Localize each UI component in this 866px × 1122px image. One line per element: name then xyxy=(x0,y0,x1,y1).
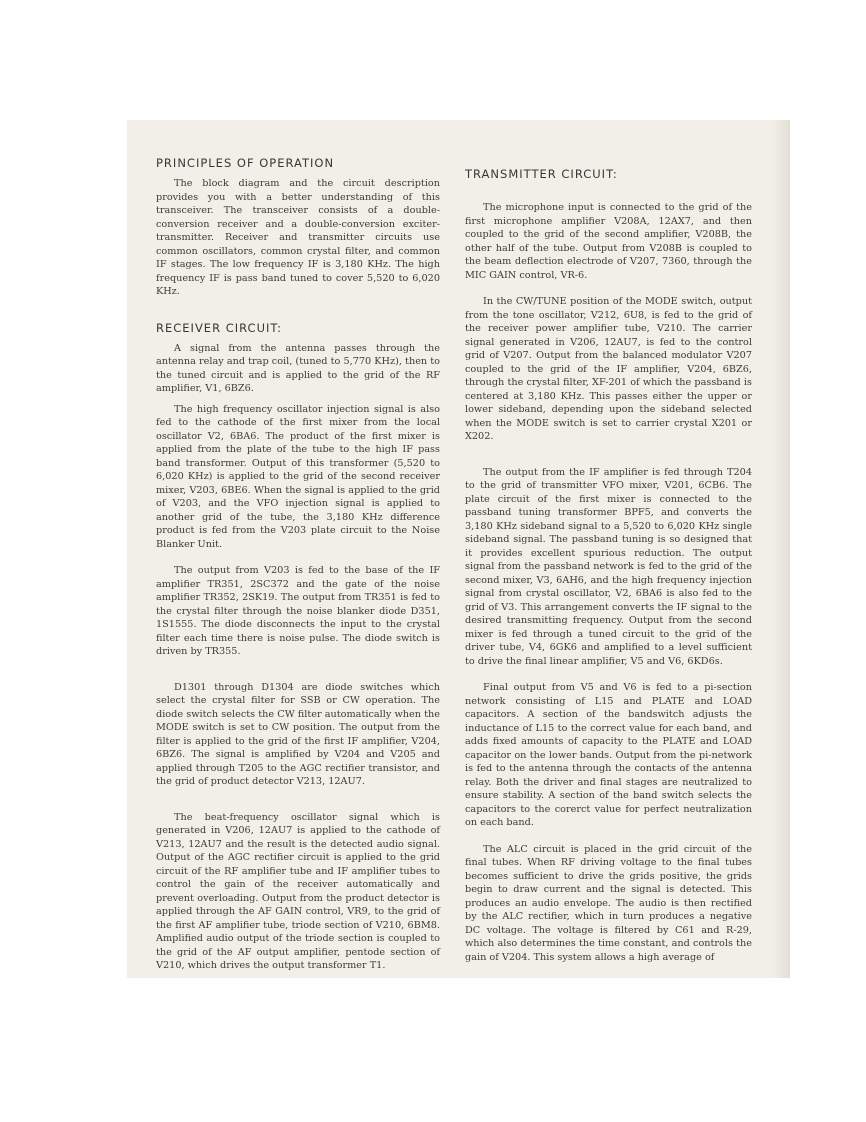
paragraph-transmitter-final-output: Final output from V5 and V6 is fed to a pi-section network consisting of L15 and PLATE and LOAD capacitors. A section of the bandswitch adjusts the inductance of L15 to the correct value for each band, and adds fixed amounts of capacity to the PLATE and LOAD capacitor on the lower bands. Output from the pi-network is fed to the antenna through the contacts of the antenna relay. Both the driver and final stages are neutralized to ensure stability. A section of the band switch selects the capacitors to the corerct value for perfect neutralization on each band. xyxy=(465,682,752,828)
paragraph-transmitter-cw-tune: In the CW/TUNE position of the MODE switch, output from the tone oscillator, V212, 6U8, is fed to the grid of the receiver power amplifier tube, V210. The carrier signal generated in V206, 12AU7, is fed to the control grid of V207. Output from the balanced modulator V207 coupled to the grid of the IF amplifier, V204, 6BZ6, through the crystal filter, XF-201 of which the passband is centered at 3,180 KHz. This passes either the upper or lower sideband, depending upon the sideband selected when the MODE switch is set to carrier crystal X201 or X202. xyxy=(465,296,752,442)
paragraph-transmitter-if-mixer: The output from the IF amplifier is fed through T204 to the grid of transmitter VFO mixer, V201, 6CB6. The plate circuit of the first mixer is connected to the passband tuning transformer BPF5, and converts the 3,180 KHz sideband signal to a 5,520 to 6,020 KHz single sideband signal. The passband tuning is so designed that it provides excellent spurious reduction. The output signal from the passband network is fed to the grid of the second mixer, V3, 6AH6, and the high frequency injection signal from crystal oscillator, V2, 6BA6 is also fed to the grid of V3. This arrangement converts the IF signal to the desired transmitting frequency. Output from the second mixer is fed through a tuned circuit to the grid of the driver tube, V4, 6GK6 and amplified to a level sufficient to drive the final linear amplifier, V5 and V6, 6KD6s. xyxy=(465,466,752,667)
paragraph-receiver-bfo: The beat-frequency oscillator signal which is generated in V206, 12AU7 is applied to the cathode of V213, 12AU7 and the result is the detected audio signal. Output of the AGC rectifier circuit is applied to the grid circuit of the RF amplifier tube and IF amplifier tubes to control the gain of the receiver automatically and prevent overloading. Output from the product detector is applied through the AF GAIN control, VR9, to the grid of the first AF amplifier tube, triode section of V210, 6BM8. Amplified audio output of the triode section is coupled to the grid of the AF output amplifier, pentode section of V210, which drives the output transformer T1. xyxy=(156,811,440,971)
paragraph-transmitter-microphone: The microphone input is connected to the grid of the first microphone amplifier V208A, 12AX7, and then coupled to the grid of the second amplifier, V208B, the other half of the tube. Output from V208B is coupled to the beam deflection electrode of V207, 7360, through the MIC GAIN control, VR-6. xyxy=(465,202,752,281)
paragraph-receiver-diode-switches: D1301 through D1304 are diode switches which select the crystal filter for SSB or CW operation. The diode switch selects the CW filter automatically when the MODE switch is set to CW position. The output from the filter is applied to the grid of the first IF amplifier, V204, 6BZ6. The signal is amplified by V204 and V205 and applied through T205 to the AGC rectifier transistor, and the grid of product detector V213, 12AU7. xyxy=(156,681,440,787)
paragraph-transmitter-alc: The ALC circuit is placed in the grid circuit of the final tubes. When RF driving voltage to the final tubes becomes sufficient to drive the grids positive, the grids begin to draw current and the signal is detected. This produces an audio envelope. The audio is then rectified by the ALC rectifier, which in turn produces a negative DC voltage. The voltage is filtered by C61 and R-29, which also determines the time constant, and controls the gain of V204. This system allows a high average of xyxy=(465,843,752,963)
page-edge-shadow xyxy=(772,120,790,978)
right-column xyxy=(465,167,752,964)
heading-receiver-circuit: RECEIVER CIRCUIT: xyxy=(156,320,283,335)
left-column xyxy=(156,156,440,973)
paragraph-receiver-noise-blanker: The output from V203 is fed to the base of the IF amplifier TR351, 2SC372 and the gate of the noise amplifier TR352, 2SK19. The output from TR351 is fed to the crystal filter through the noise blanker diode D351, 1S1555. The diode disconnects the input to the crystal filter each time there is noise pulse. The diode switch is driven by TR355. xyxy=(156,565,440,657)
paragraph-receiver-oscillator: The high frequency oscillator injection signal is also fed to the cathode of the first mixer from the local oscillator V2, 6BA6. The product of the first mixer is applied from the plate of the tube to the high IF pass band transformer. Output of this transformer (5,520 to 6,020 KHz) is applied to the grid of the second receiver mixer, V203, 6BE6. When the signal is applied to the grid of V203, and the VFO injection signal is applied to another grid of the tube, the 3,180 KHz difference product is fed from the V203 plate circuit to the Noise Blanker Unit. xyxy=(156,403,440,550)
heading-principles-of-operation: PRINCIPLES OF OPERATION xyxy=(156,156,335,170)
paragraph-principles: The block diagram and the circuit description provides you with a better understanding of this transceiver. The transceiver consists of a double-conversion receiver and a double-conversion exciter-transmitter. Receiver and transmitter circuits use common oscillators, common crystal filter, and common IF stages. The low frequency IF is 3,180 KHz. The high frequency IF is pass band tuned to cover 5,520 to 6,020 KHz. xyxy=(156,178,440,297)
heading-transmitter-circuit: TRANSMITTER CIRCUIT: xyxy=(465,167,618,181)
paragraph-receiver-antenna: A signal from the antenna passes through the antenna relay and trap coil, (tuned to 5,770 KHz), then to the tuned circuit and is applied to the grid of the RF amplifier, V1, 6BZ6. xyxy=(156,342,440,394)
